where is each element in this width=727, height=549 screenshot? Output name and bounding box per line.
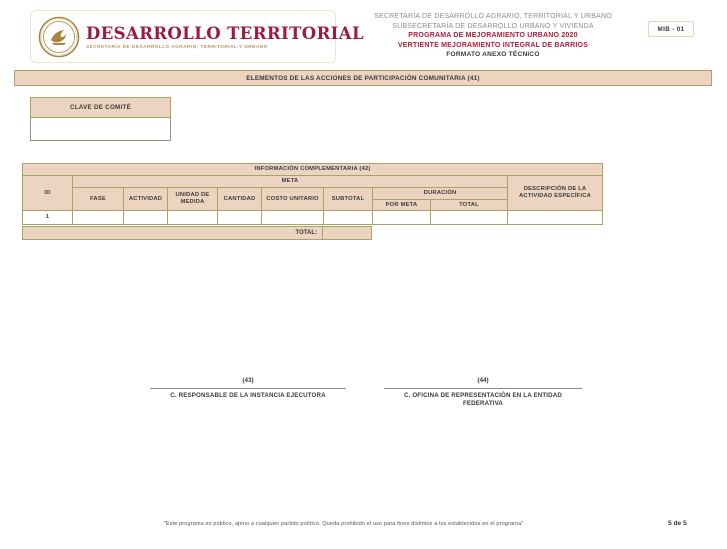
signature-number-44: (44) <box>477 377 489 384</box>
total-row <box>22 226 372 240</box>
header-formato: FORMATO ANEXO TÉCNICO <box>446 51 540 59</box>
row-duracion-total-input[interactable] <box>431 211 508 225</box>
section-banner: ELEMENTOS DE LAS ACCIONES DE PARTICIPACIÓN COMUNITARIA (41) <box>14 70 712 86</box>
row-fase-input[interactable] <box>73 211 124 225</box>
row-unidad-input[interactable] <box>168 211 218 225</box>
signature-caption-responsable: C. RESPONSABLE DE LA INSTANCIA EJECUTORA <box>170 392 326 399</box>
col-header-id: ID <box>23 176 73 211</box>
col-header-costo-unitario: COSTO UNITARIO <box>262 188 324 211</box>
row-actividad-input[interactable] <box>124 211 168 225</box>
mexican-eagle-seal-icon <box>38 16 80 58</box>
col-header-descripcion: DESCRIPCIÓN DE LA ACTIVIDAD ESPECÍFICA <box>508 176 603 211</box>
col-header-unidad-medida: UNIDAD DE MEDIDA <box>168 188 218 211</box>
row-cantidad-input[interactable] <box>218 211 262 225</box>
row-descripcion-input[interactable] <box>508 211 603 225</box>
row-por-meta-input[interactable] <box>373 211 431 225</box>
col-group-duracion: DURACIÓN <box>373 188 508 200</box>
header-text-block <box>350 12 636 60</box>
col-header-fase: FASE <box>73 188 124 211</box>
row-id-cell: 1 <box>23 211 73 225</box>
table-row <box>23 211 603 225</box>
logo-block <box>30 10 365 63</box>
header-programa: PROGRAMA DE MEJORAMIENTO URBANO 2020 <box>408 32 578 40</box>
logo-subtitle: SECRETARÍA DE DESARROLLO AGRARIO, TERRITORIAL Y URBANO <box>86 43 268 49</box>
col-header-cantidad: CANTIDAD <box>218 188 262 211</box>
signature-block-oficina <box>384 377 582 407</box>
header-subsecretaria: SUBSECRETARÍA DE DESARROLLO URBANO Y VIVIENDA <box>392 22 594 30</box>
signature-number-43: (43) <box>242 377 254 384</box>
row-costo-input[interactable] <box>262 211 324 225</box>
clave-comite-block <box>30 97 171 141</box>
signature-line <box>384 388 582 389</box>
col-header-duracion-total: TOTAL <box>431 200 508 211</box>
col-header-subtotal: SUBTOTAL <box>324 188 373 211</box>
row-subtotal-input[interactable] <box>324 211 373 225</box>
header-vertiente: VERTIENTE MEJORAMIENTO INTEGRAL DE BARRIOS <box>397 41 589 49</box>
col-header-actividad: ACTIVIDAD <box>124 188 168 211</box>
total-value-input[interactable] <box>323 226 372 240</box>
signature-block-responsable <box>150 377 346 400</box>
clave-comite-label: CLAVE DE COMITÉ <box>30 97 171 118</box>
col-header-por-meta: POR META <box>373 200 431 211</box>
informacion-complementaria-table <box>22 163 603 225</box>
clave-comite-input[interactable] <box>30 118 171 141</box>
signature-caption-oficina: C. OFICINA DE REPRESENTACIÓN EN LA ENTIDAD FEDERATIVA <box>403 392 562 407</box>
col-group-meta: META <box>73 176 508 188</box>
total-label: TOTAL: <box>22 226 323 240</box>
header-secretaria: SECRETARÍA DE DESARROLLO AGRARIO, TERRITORIAL Y URBANO <box>374 13 612 20</box>
page-number: 5 de 5 <box>668 520 687 527</box>
table-title: INFORMACIÓN COMPLEMENTARIA (42) <box>23 164 603 176</box>
logo-title: DESARROLLO TERRITORIAL <box>86 23 365 43</box>
form-code-box: MIB - 01 <box>648 21 694 37</box>
footer-disclaimer: "Este programa es público, ajeno a cualquier partido político. Queda prohibido el uso para fines distintos a los establecidos en el programa" <box>163 521 524 527</box>
logo-text <box>86 25 364 49</box>
signature-line <box>150 388 346 389</box>
